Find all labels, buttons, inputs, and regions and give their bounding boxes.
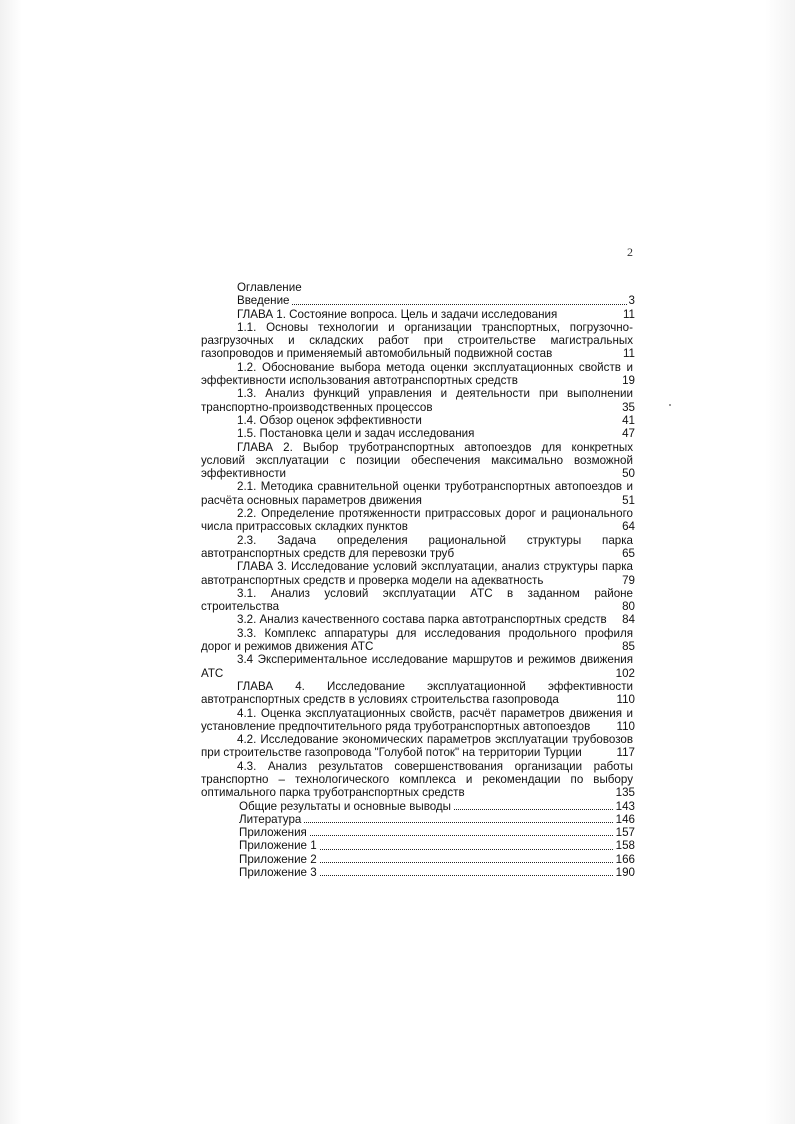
- toc-entry-text: 3.3. Комплекс аппаратуры для исследования продольного профиля дорог и режимов движения АТС: [201, 626, 633, 654]
- toc-entry-page: 50: [622, 467, 635, 481]
- toc-entry-text: Приложение 2: [239, 852, 317, 866]
- toc-entry-chapter-3: [201, 560, 635, 587]
- page-number: 2: [627, 245, 633, 259]
- toc-entry-text: 3.4 Экспериментальное исследование маршрутов и режимов движения АТС: [201, 653, 633, 680]
- toc-entry-introduction: [237, 294, 635, 307]
- toc-entry-page: 190: [615, 866, 635, 880]
- toc-entry-conclusions: [239, 800, 635, 813]
- toc-entry-page: 135: [615, 786, 635, 800]
- toc-entry-page: 79: [622, 573, 635, 587]
- table-of-contents: [201, 281, 635, 879]
- toc-entry-page: 80: [622, 600, 635, 614]
- toc-entry-page: 158: [615, 839, 635, 853]
- toc-entry-section-3-4: [201, 653, 635, 680]
- toc-entry-section-1-2: [201, 361, 635, 388]
- scan-edge-right: [765, 0, 795, 1124]
- toc-entry-page: 85: [622, 640, 635, 654]
- toc-entry-section-3-2: [201, 613, 635, 626]
- toc-entry-chapter-2: [201, 441, 635, 481]
- toc-entry-text: 2.1. Методика сравнительной оценки труботранспортных автопоездов и расчёта основных параметров движения: [201, 480, 633, 507]
- toc-entry-text: Приложения: [239, 826, 307, 840]
- toc-entry-page: 3: [628, 294, 635, 308]
- toc-entry-page: 64: [622, 520, 635, 534]
- toc-entry-page: 102: [615, 666, 635, 680]
- toc-entry-appendix-3: [239, 866, 635, 879]
- toc-entry-text: ГЛАВА 2. Выбор труботранспортных автопоездов для конкретных условий эксплуатации с позиции обеспечения максимально возможной эффективности: [201, 440, 633, 481]
- toc-entry-section-4-1: [201, 707, 635, 734]
- toc-entry-page: 65: [622, 546, 635, 560]
- toc-entry-page: 11: [622, 307, 635, 321]
- toc-entry-page: 51: [622, 493, 635, 507]
- toc-entry-page: 166: [615, 852, 635, 866]
- toc-entry-page: 143: [615, 799, 635, 813]
- toc-entry-text: Приложение 1: [239, 839, 317, 853]
- toc-entry-section-1-3: [201, 387, 635, 414]
- toc-entry-section-1-1: [201, 321, 635, 361]
- toc-entry-text: 1.2. Обоснование выбора метода оценки эксплуатационных свойств и эффективности использования автотранспортных средств: [201, 360, 633, 388]
- toc-entry-text: 2.3. Задача определения рациональной структуры парка автотранспортных средств для перевозки труб: [201, 533, 633, 560]
- scan-speck: [669, 404, 671, 406]
- toc-entry-text: 4.2. Исследование экономических параметров эксплуатации трубовозов при строительстве газопровода "Голубой поток" на территории Турции: [201, 733, 633, 760]
- toc-entry-text: ГЛАВА 1. Состояние вопроса. Цель и задачи исследования: [201, 308, 635, 321]
- toc-entry-text: Литература: [239, 812, 302, 826]
- toc-entry-page: 146: [615, 812, 635, 826]
- toc-entry-text: 1.5. Постановка цели и задач исследования: [201, 427, 635, 440]
- toc-entry-section-1-5: [201, 427, 635, 440]
- toc-entry-text: 3.2. Анализ качественного состава парка автотранспортных средств: [201, 613, 635, 626]
- toc-entry-section-2-1: [201, 480, 635, 507]
- toc-entry-text: 2.2. Определение протяженности притрассовых дорог и рационального числа притрассовых складких пунктов: [201, 507, 633, 534]
- toc-title: Оглавление: [237, 281, 302, 294]
- toc-entry-page: 19: [622, 374, 635, 388]
- toc-entry-section-1-4: [201, 414, 635, 427]
- scan-edge-left: [0, 0, 22, 1124]
- toc-entry-page: 35: [622, 400, 635, 414]
- toc-entry-section-4-3: [201, 760, 635, 800]
- toc-entry-text: 4.1. Оценка эксплуатационных свойств, расчёт параметров движения и установление предпочтительного ряда труботранспортных автопоездов: [201, 706, 633, 733]
- toc-entry-text: Приложение 3: [239, 866, 317, 880]
- toc-entry-chapter-1: [201, 308, 635, 321]
- toc-entry-page: 84: [622, 613, 635, 627]
- toc-entry-appendix-2: [239, 853, 635, 866]
- toc-entry-section-4-2: [201, 733, 635, 760]
- toc-entry-section-2-2: [201, 507, 635, 534]
- toc-entry-text: 1.1. Основы технологии и организации транспортных, погрузочно-разгрузочных и складских работ при строительстве магистральных газопроводов и применяемый автомобильный подвижной состав: [201, 320, 633, 361]
- toc-entry-section-3-3: [201, 627, 635, 654]
- toc-entry-page: 157: [615, 826, 635, 840]
- toc-entry-text: Введение: [237, 294, 290, 308]
- toc-entry-section-2-3: [201, 534, 635, 561]
- toc-entry-text: Общие результаты и основные выводы: [239, 799, 452, 813]
- toc-entry-page: 110: [616, 693, 635, 707]
- toc-entry-text: 1.3. Анализ функций управления и деятельности при выполнении транспортно-производственных процессов: [201, 387, 633, 414]
- toc-entry-text: ГЛАВА 3. Исследование условий эксплуатации, анализ структуры парка автотранспортных средств и проверка модели на адекватность: [201, 560, 633, 587]
- toc-entry-page: 117: [616, 746, 635, 760]
- toc-entry-page: 110: [616, 719, 635, 733]
- toc-entry-chapter-4: [201, 680, 635, 707]
- toc-entry-literature: [239, 813, 635, 826]
- toc-entry-appendices: [239, 826, 635, 839]
- toc-entry-text: 4.3. Анализ результатов совершенствования организации работы транспортно – технологического комплекса и рекомендации по выбору оптимального парка труботранспортных средств: [201, 759, 633, 800]
- toc-entry-page: 41: [622, 413, 635, 427]
- toc-entry-page: 11: [622, 347, 635, 361]
- toc-entry-text: ГЛАВА 4. Исследование эксплуатационной эффективности автотранспортных средств в условиях строительства газопровода: [201, 679, 633, 707]
- toc-entry-text: 3.1. Анализ условий эксплуатации АТС в заданном районе строительства: [201, 586, 633, 614]
- toc-entry-page: 47: [622, 427, 635, 441]
- toc-entry-text: 1.4. Обзор оценок эффективности: [201, 414, 635, 427]
- toc-entry-section-3-1: [201, 587, 635, 614]
- toc-entry-appendix-1: [239, 839, 635, 852]
